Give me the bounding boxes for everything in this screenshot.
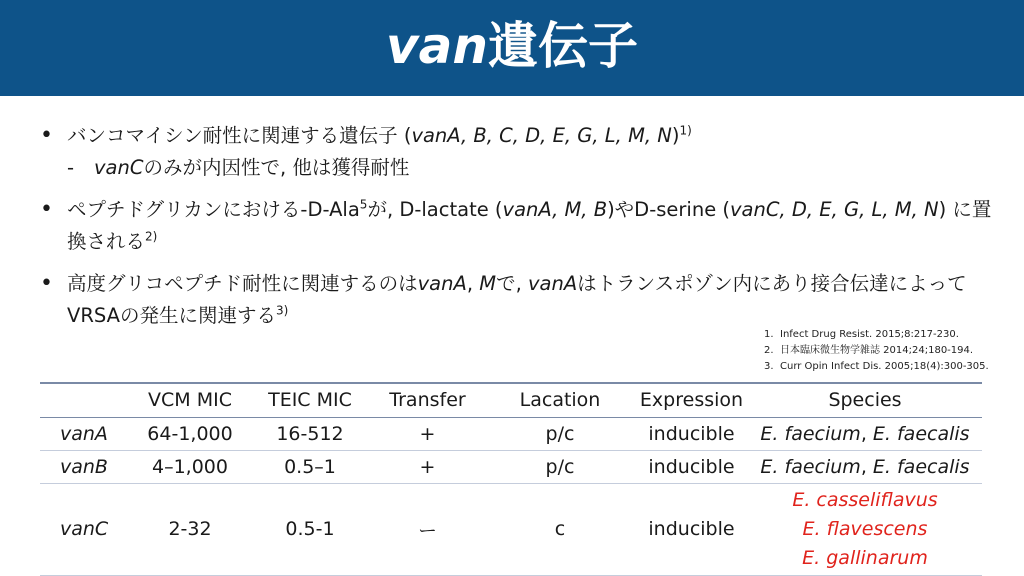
b1-close: ) <box>671 124 680 147</box>
reference-item: 3. Curr Opin Infect Dis. 2005;18(4):300-305. <box>764 361 989 372</box>
b3-gene2: M <box>479 272 497 295</box>
cell-vcm: 4–1,000 <box>152 455 228 478</box>
b2-superscript: 5 <box>359 197 368 212</box>
bullet-dot-icon: • <box>40 123 53 148</box>
b1-text: バンコマイシン耐性に関連する遺伝子 ( <box>67 124 412 147</box>
references <box>764 327 989 375</box>
table-row <box>40 417 982 450</box>
cell-expression: inducible <box>648 422 735 445</box>
cell-species: E. faecium, E. faecalis <box>760 422 970 445</box>
cell-transfer: ー <box>417 519 437 542</box>
bullet-dot-icon: • <box>40 271 53 296</box>
cell-transfer: + <box>419 422 436 445</box>
cell-location: p/c <box>545 455 575 478</box>
b2-mid1: が, D-lactate ( <box>367 198 503 221</box>
b3-gene1: vanA <box>417 272 467 295</box>
b2-text: ペプチドグリカンにおける-D-Ala <box>67 198 360 221</box>
cell-gene: vanA <box>60 422 108 445</box>
species-red: E. gallinarum <box>802 546 928 569</box>
table-row <box>40 483 982 575</box>
cell-expression: inducible <box>648 455 735 478</box>
reference-item: 2. 日本臨床微生物学雑誌 2014;24;180-194. <box>764 345 974 356</box>
cell-teic: 0.5-1 <box>285 518 335 540</box>
b2-mid2: )やD-serine ( <box>607 198 730 221</box>
header-location: Lacation <box>519 389 601 412</box>
cell-vcm: 2-32 <box>168 518 212 540</box>
species-red: E. casseliflavus <box>792 488 938 511</box>
bullet-1 <box>40 120 1000 184</box>
b2-genes2: vanC, D, E, G, L, M, N <box>730 198 939 221</box>
b1-subline <box>67 152 1000 184</box>
b3-mid: で, <box>496 272 528 295</box>
cell-gene: vanC <box>60 518 109 540</box>
b3-text: 高度グリコペプチド耐性に関連するのは <box>67 272 418 295</box>
cell-location: c <box>554 518 566 540</box>
van-gene-table <box>40 382 982 576</box>
b2-genes1: vanA, M, B <box>502 198 608 221</box>
header-teic-mic: TEIC MIC <box>268 389 352 412</box>
bullet-list <box>40 120 1000 332</box>
bullet-3 <box>40 268 1000 332</box>
header-expression: Expression <box>639 389 744 412</box>
dash-icon: - <box>67 156 75 179</box>
b1-genes: vanA, B, C, D, E, G, L, M, N <box>411 124 672 147</box>
cell-expression: inducible <box>648 518 735 540</box>
cell-teic: 0.5–1 <box>284 455 336 478</box>
cell-species <box>748 483 982 575</box>
table-header-row <box>40 383 982 417</box>
header-species: Species <box>828 389 902 412</box>
header-vcm-mic: VCM MIC <box>148 389 232 412</box>
header-transfer: Transfer <box>389 389 466 412</box>
slide-title <box>0 14 1024 78</box>
cell-vcm: 64-1,000 <box>147 422 233 445</box>
cell-teic: 16-512 <box>276 422 344 445</box>
cell-gene: vanB <box>60 455 108 478</box>
bullet-dot-icon: • <box>40 197 53 222</box>
bullet-2 <box>40 194 1000 258</box>
b2-post: ) に置換される <box>67 198 992 253</box>
species-red: E. flavescens <box>802 517 928 540</box>
reference-item: 1. Infect Drug Resist. 2015;8:217-230. <box>764 329 959 340</box>
cell-species: E. faecium, E. faecalis <box>760 455 970 478</box>
b1-sub-gene: vanC <box>94 156 144 179</box>
b3-comma: , <box>466 272 480 295</box>
b3-gene3: vanA <box>527 272 578 295</box>
header-gene <box>40 383 130 417</box>
cell-location: p/c <box>545 422 575 445</box>
b2-citation: 2) <box>145 229 158 244</box>
title-italic: van <box>386 17 488 75</box>
table-row <box>40 450 982 483</box>
cell-transfer: + <box>419 455 436 478</box>
b3-citation: 3) <box>275 303 289 318</box>
title-rest: 遺伝子 <box>487 17 638 75</box>
b1-sub-text: のみが内因性で, 他は獲得耐性 <box>143 156 410 179</box>
b3-post: はトランスポゾン内にあり接合伝達によってVRSAの発生に関連する <box>67 272 967 327</box>
b1-citation: 1) <box>679 123 692 138</box>
